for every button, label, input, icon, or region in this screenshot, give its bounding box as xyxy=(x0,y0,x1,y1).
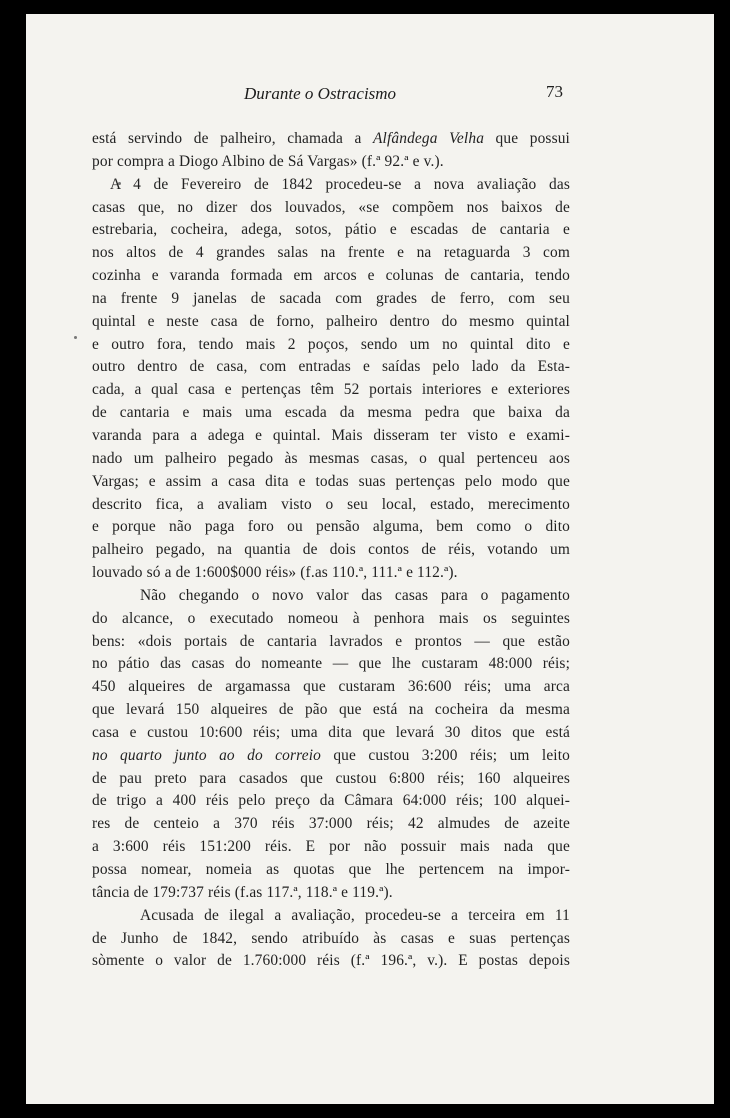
text-line: do alcance, o executado nomeou à penhora mais os seguintes xyxy=(92,609,570,627)
text-line: quintal e neste casa de forno, palheiro dentro do mesmo quintal xyxy=(92,312,570,330)
text-line: cozinha e varanda formada em arcos e colunas de cantaria, tendo xyxy=(92,267,570,285)
paragraph-first-line: A 4 de Fevereiro de 1842 procedeu-se a nova avaliação das xyxy=(110,175,570,193)
text-line: louvado só a de 1:600$000 réis» (f.as 110.ª, 111.ª e 112.ª). xyxy=(92,564,458,582)
text-line: nado um palheiro pegado às mesmas casas, o qual pertenceu aos xyxy=(92,449,570,467)
text-line: tância de 179:737 réis (f.as 117.ª, 118.ª e 119.ª). xyxy=(92,883,393,901)
text-line: 450 alqueires de argamassa que custaram 36:600 réis; uma arca xyxy=(92,678,570,696)
text-line: descrito fica, a avaliam visto o seu local, estado, merecimento xyxy=(92,495,570,513)
body-text xyxy=(92,128,570,973)
text-line: sòmente o valor de 1.760:000 réis (f.ª 196.ª, v.). E postas depois xyxy=(92,952,570,970)
text-line: casas que, no dizer dos louvados, «se compõem nos baixos de xyxy=(92,198,570,216)
text-line: cada, a qual casa e pertenças têm 52 portais interiores e exteriores xyxy=(92,381,570,399)
scan-speck xyxy=(74,336,77,339)
text-line: por compra a Diogo Albino de Sá Vargas» (f.ª 92.ª e v.). xyxy=(92,152,444,170)
text-line: está servindo de palheiro, chamada a Alfândega Velha que possui xyxy=(92,130,570,147)
text-line: de cantaria e mais uma escada da mesma pedra que baixa da xyxy=(92,404,570,422)
text-line: outro dentro de casa, com entradas e saídas pelo lado da Esta- xyxy=(92,358,570,376)
text-line: de pau preto para casados que custou 6:800 réis; 160 alqueires xyxy=(92,769,570,787)
text-line: estrebaria, cocheira, adega, sotos, pátio e escadas de cantaria e xyxy=(92,221,570,239)
text-line: no pátio das casas do nomeante — que lhe custaram 48:000 réis; xyxy=(92,655,570,673)
text-line: e porque não paga foro ou pensão alguma, bem como o dito xyxy=(92,518,570,536)
paragraph-first-line: Acusada de ilegal a avaliação, procedeu-se a terceira em 11 xyxy=(140,906,570,924)
text-line: de Junho de 1842, sendo atribuído às casas e suas pertenças xyxy=(92,929,570,947)
text-line: a 3:600 réis 151:200 réis. E por não possuir mais nada que xyxy=(92,838,570,856)
text-line: possa nomear, nomeia as quotas que lhe pertencem na impor- xyxy=(92,861,570,878)
text-line: palheiro pegado, na quantia de dois contos de réis, votando um xyxy=(92,541,570,559)
book-page xyxy=(26,14,714,1104)
text-line: no quarto junto ao do correio que custou 3:200 réis; um leito xyxy=(92,746,570,764)
text-line: bens: «dois portais de cantaria lavrados e prontos — que estão xyxy=(92,632,570,650)
page-header xyxy=(26,80,714,110)
text-line: que levará 150 alqueires de pão que está na cocheira da mesma xyxy=(92,701,570,719)
text-line: nos altos de 4 grandes salas na frente e na retaguarda 3 com xyxy=(92,244,570,262)
text-line: Vargas; e assim a casa dita e todas suas pertenças pelo modo que xyxy=(92,472,570,490)
paragraph-first-line: Não chegando o novo valor das casas para o pagamento xyxy=(140,586,570,604)
running-title: Durante o Ostracismo xyxy=(244,84,397,103)
text-line: varanda para a adega e quintal. Mais disseram ter visto e exami- xyxy=(92,426,570,444)
text-line: e outro fora, tendo mais 2 poços, sendo um no quintal dito e xyxy=(92,335,570,353)
text-line: de trigo a 400 réis pelo preço da Câmara 64:000 réis; 100 alquei- xyxy=(92,792,570,810)
text-line: casa e custou 10:600 réis; uma dita que levará 30 ditos que está xyxy=(92,723,570,741)
text-line: na frente 9 janelas de sacada com grades de ferro, com seu xyxy=(92,289,570,307)
text-line: res de centeio a 370 réis 37:000 réis; 42 almudes de azeite xyxy=(92,815,570,833)
page-number: 73 xyxy=(546,82,563,101)
